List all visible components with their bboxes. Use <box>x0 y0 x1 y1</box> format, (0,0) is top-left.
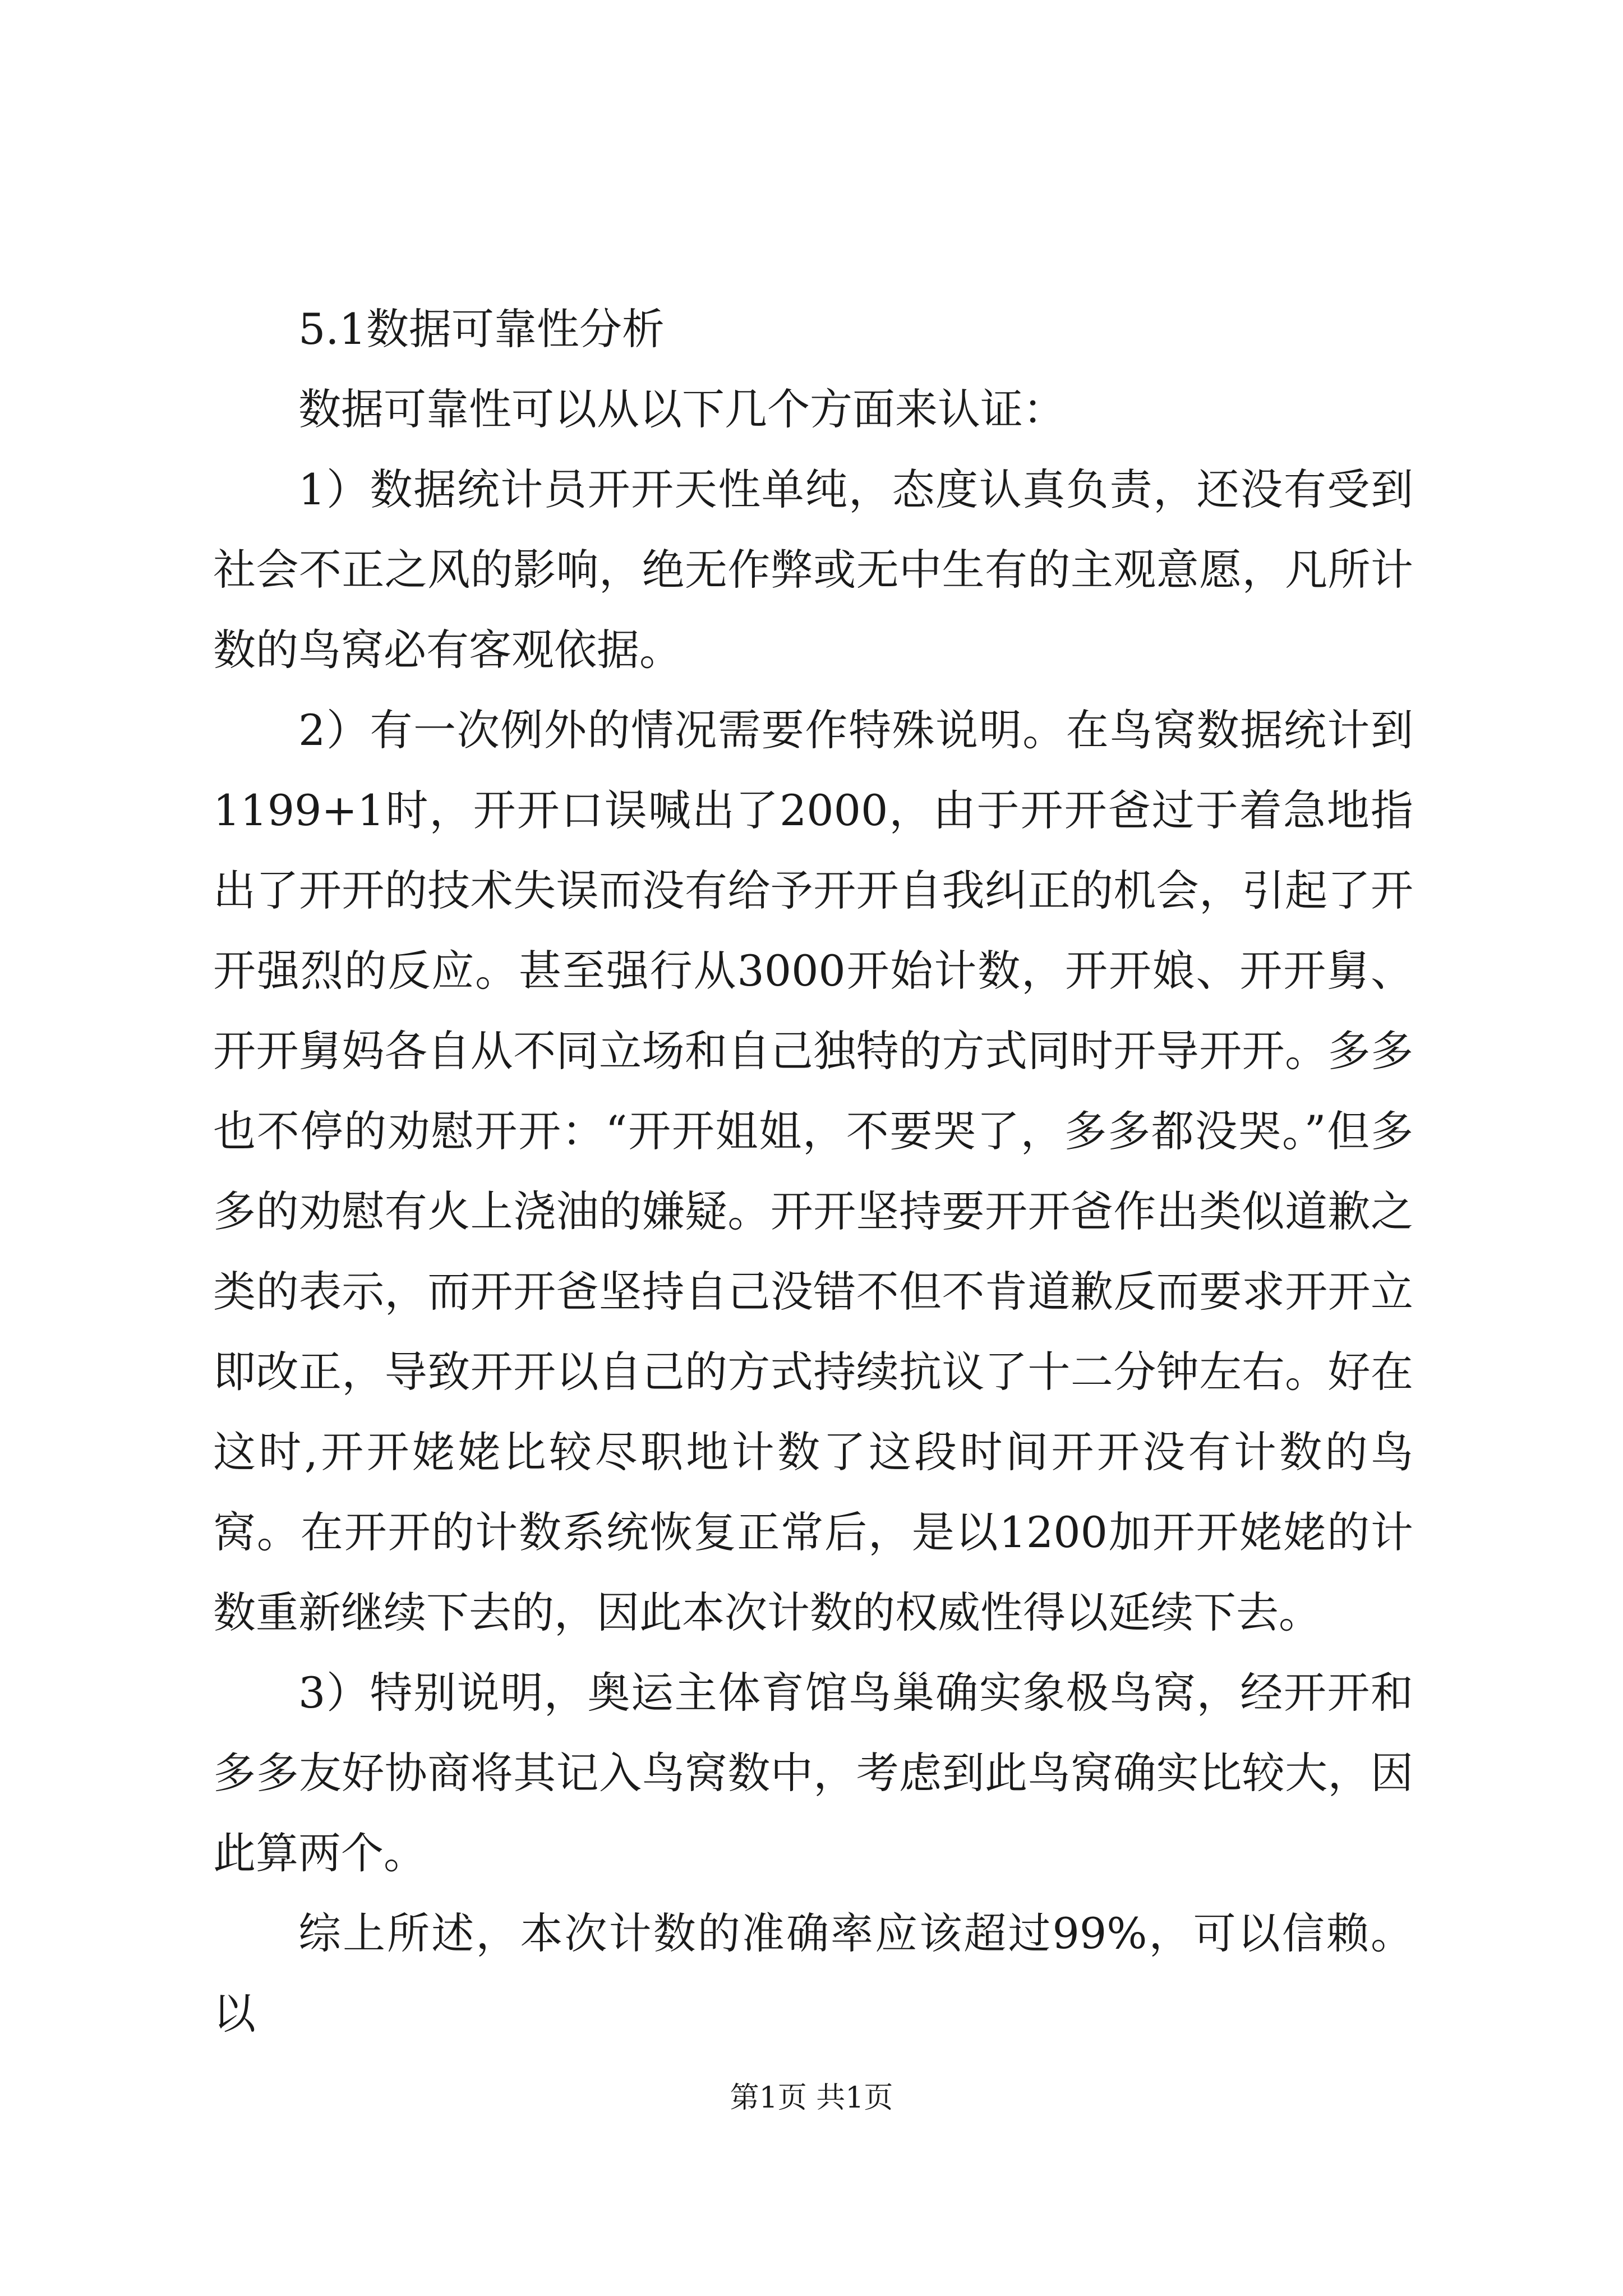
page-footer: 第1页 共1页 <box>730 2081 893 2115</box>
document-body <box>213 289 1413 2054</box>
paragraph-point-3: 3）特别说明，奥运主体育馆鸟巢确实象极鸟窝，经开开和多多友好协商将其记入鸟窝数中，考虑到此鸟窝确实比较大，因此算两个。 <box>213 1668 1413 1878</box>
paragraph-point-2: 2）有一次例外的情况需要作特殊说明。在鸟窝数据统计到1199+1时，开开口误喊出了2000，由于开开爸过于着急地指出了开开的技术失误而没有给予开开自我纠正的机会，引起了开开强烈的反应。甚至强行从3000开始计数，开开娘、开开舅、开开舅妈各自从不同立场和自己独特的方式同时开导开开。多多也不停的劝慰开开：“开开姐姐，不要哭了，多多都没哭。”但多多的劝慰有火上浇油的嫌疑。开开坚持要开开爸作出类似道歉之类的表示，而开开爸坚持自己没错不但不肯道歉反而要求开开立即改正，导致开开以自己的方式持续抗议了十二分钟左右。好在这时,开开姥姥比较尽职地计数了这段时间开开没有计数的鸟窝。在开开的计数系统恢复正常后，是以1200加开开姥姥的计数重新继续下去的，因此本次计数的权威性得以延续下去。 <box>213 705 1413 1637</box>
section-heading: 5.1数据可靠性分析 <box>298 304 665 354</box>
paragraph-point-1: 1）数据统计员开开天性单纯，态度认真负责，还没有受到社会不正之风的影响，绝无作弊或无中生有的主观意愿，凡所计数的鸟窝必有客观依据。 <box>213 464 1413 675</box>
paragraph-conclusion: 综上所述，本次计数的准确率应该超过99%，可以信赖。以 <box>213 1908 1413 2039</box>
paragraph-intro: 数据可靠性可以从以下几个方面来认证： <box>298 384 1066 434</box>
